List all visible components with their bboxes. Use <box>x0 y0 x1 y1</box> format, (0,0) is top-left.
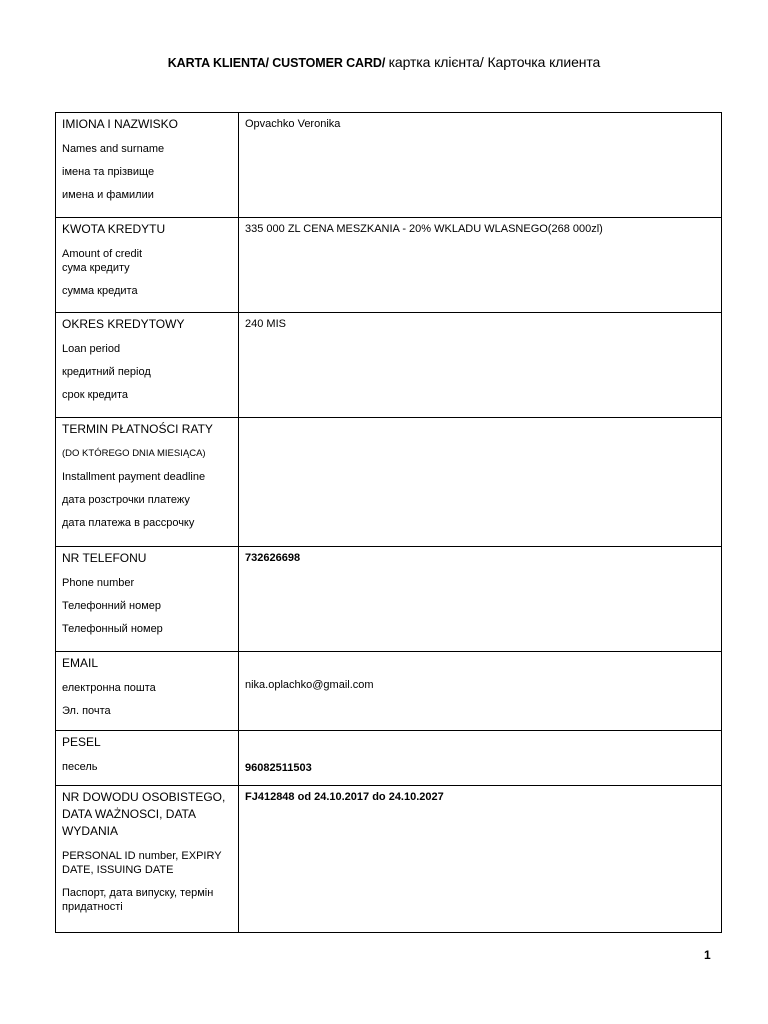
page-title <box>0 54 768 70</box>
label-sub: Телефонний номер <box>62 600 162 612</box>
value-cell-pesel <box>239 731 722 786</box>
label-head: TERMIN PŁATNOŚCI RATY <box>62 422 213 436</box>
label-sub: песель <box>62 761 98 773</box>
label-head: OKRES KREDYTOWY <box>62 317 185 331</box>
label-head: EMAIL <box>62 656 99 670</box>
value-cell-loan-period <box>239 313 722 418</box>
value-text: Opvachko Veronika <box>245 118 341 130</box>
row-payment-deadline <box>56 418 722 547</box>
value-text: 732626698 <box>245 552 301 564</box>
row-email <box>56 652 722 731</box>
label-sub: дата розстрочки платежу <box>62 494 190 506</box>
label-sub: Phone number <box>62 577 135 589</box>
row-name <box>56 113 722 218</box>
row-phone <box>56 547 722 652</box>
label-sub: Amount of credit <box>62 248 143 260</box>
label-cell-pesel <box>56 731 239 786</box>
page-number: 1 <box>704 948 711 962</box>
label-sub: Installment payment deadline <box>62 471 206 483</box>
customer-card-table <box>55 112 722 933</box>
label-cell-payment-deadline <box>56 418 239 547</box>
label-sub: (DO KTÓREGO DNIA MIESIĄCA) <box>62 448 206 459</box>
label-head: KWOTA KREDYTU <box>62 222 166 236</box>
row-id-document <box>56 786 722 933</box>
value-text: 335 000 ZL CENA MESZKANIA - 20% WKLADU WLASNEGO(268 000zl) <box>245 223 603 235</box>
value-text: nika.oplachko@gmail.com <box>245 679 374 691</box>
row-loan-period <box>56 313 722 418</box>
label-sub: Names and surname <box>62 143 165 155</box>
label-sub: сумма кредита <box>62 285 138 297</box>
label-sub: срок кредита <box>62 389 129 401</box>
label-sub: імена та прізвище <box>62 166 155 178</box>
value-text: FJ412848 od 24.10.2017 do 24.10.2027 <box>245 791 444 803</box>
value-cell-id-document <box>239 786 722 933</box>
label-cell-name <box>56 113 239 218</box>
label-cell-credit-amount <box>56 218 239 313</box>
value-cell-name <box>239 113 722 218</box>
label-sub: Паспорт, дата випуску, термін придатності <box>62 887 214 913</box>
label-sub: PERSONAL ID number, EXPIRY DATE, ISSUING DATE <box>62 850 222 876</box>
label-head: IMIONA I NAZWISKO <box>62 117 179 131</box>
row-credit-amount <box>56 218 722 313</box>
label-cell-loan-period <box>56 313 239 418</box>
value-cell-credit-amount <box>239 218 722 313</box>
label-sub: имена и фамилии <box>62 189 154 201</box>
label-sub: електронна пошта <box>62 682 156 694</box>
label-sub: кредитний період <box>62 366 151 378</box>
label-cell-email <box>56 652 239 731</box>
value-cell-payment-deadline <box>239 418 722 547</box>
label-cell-phone <box>56 547 239 652</box>
label-head: PESEL <box>62 735 101 749</box>
label-sub: Эл. почта <box>62 705 111 717</box>
label-sub: Loan period <box>62 343 121 355</box>
label-sub: сума кредиту <box>62 262 130 274</box>
title-latin: KARTA KLIENTA/ CUSTOMER CARD/ <box>167 56 389 70</box>
value-text: 96082511503 <box>245 762 312 774</box>
label-sub: Телефонный номер <box>62 623 163 635</box>
value-text: 240 MIS <box>245 318 286 330</box>
value-cell-email <box>239 652 722 731</box>
label-head: NR DOWODU OSOBISTEGO, DATA WAŻNOSCI, DATA WYDANIA <box>62 790 226 838</box>
row-pesel <box>56 731 722 786</box>
label-head: NR TELEFONU <box>62 551 147 565</box>
title-cyrillic: картка клієнта/ Карточка клиента <box>388 54 601 70</box>
label-cell-id-document <box>56 786 239 933</box>
label-sub: дата платежа в рассрочку <box>62 517 195 529</box>
value-cell-phone <box>239 547 722 652</box>
